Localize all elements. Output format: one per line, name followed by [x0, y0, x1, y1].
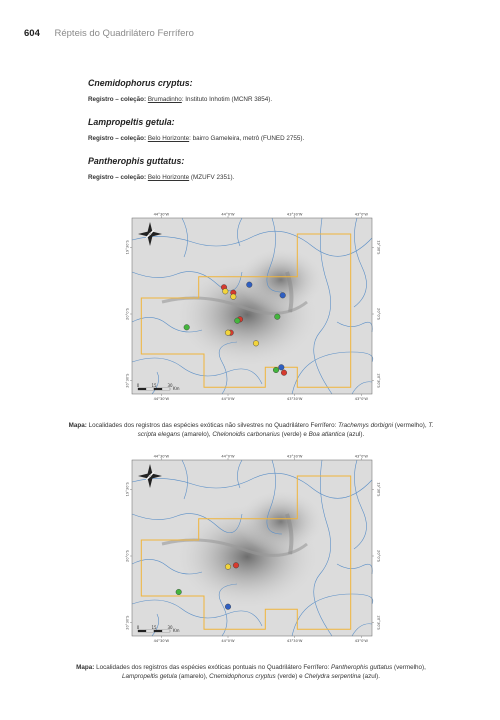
caption-color-note: (verde) e — [279, 431, 309, 439]
scale-bar-segment — [138, 630, 146, 632]
caption-color-note: (verde) e — [275, 673, 305, 681]
caption-map-1 — [62, 421, 440, 439]
caption-species: Boa atlantica — [308, 431, 345, 439]
scale-label: 15 — [151, 624, 157, 630]
lon-tick-label-bottom: 43°0'W — [354, 639, 368, 643]
caption-species: Cnemidophorus cryptus — [209, 673, 276, 681]
lon-tick-label-bottom: 44°30'W — [153, 639, 170, 643]
compass-center — [149, 233, 151, 235]
lat-tick-label-left: 20°30'S — [125, 615, 130, 630]
species-title-cnemidophorus: Cnemidophorus cryptus: — [88, 78, 193, 88]
lat-tick-label-left: 20°0'S — [125, 550, 130, 562]
scale-label: 0 — [136, 382, 140, 388]
record-detail: (MZUFV 2351). — [189, 174, 235, 181]
locality-point-blue — [225, 604, 231, 610]
scale-bar-segment — [162, 388, 170, 390]
caption-color-note: (azul). — [360, 673, 380, 681]
scale-label: Km — [173, 386, 180, 391]
lat-tick-label-left: 20°30'S — [125, 373, 130, 388]
lon-tick-label-top: 43°0'W — [354, 212, 368, 217]
record-line-lampropeltis — [88, 135, 418, 142]
map-graphic — [122, 454, 382, 644]
record-place: Brumadinho — [147, 96, 182, 103]
scale-label: 15 — [151, 382, 157, 388]
caption-species: Trachemys dorbigni — [338, 422, 393, 430]
caption-color-note: (vermelho), — [392, 422, 429, 430]
locality-point-yellow — [225, 330, 231, 336]
locality-point-blue — [279, 365, 285, 371]
records-section — [88, 78, 418, 195]
locality-point-yellow — [231, 294, 237, 300]
lon-tick-label-bottom: 43°30'W — [286, 639, 303, 643]
caption-label: Mapa: — [68, 422, 87, 430]
locality-point-blue — [247, 282, 253, 288]
locality-point-green — [176, 589, 182, 595]
lat-tick-label-right: 20°30'S — [376, 615, 381, 630]
lon-tick-label-bottom: 44°0'W — [221, 397, 235, 401]
scale-bar-segment — [146, 630, 154, 632]
lon-tick-label-top: 44°0'W — [221, 454, 235, 459]
compass-center — [149, 475, 151, 477]
caption-map-2 — [62, 663, 440, 681]
lon-tick-label-top: 44°30'W — [153, 454, 170, 459]
record-place: Belo Horizonte — [147, 174, 190, 181]
locality-point-red — [233, 563, 239, 569]
caption-text: Localidades dos registros das espécies exóticas não silvestres no Quadrilátero Ferrífero: — [86, 422, 339, 430]
locality-point-green — [184, 325, 190, 331]
record-line-cnemidophorus — [88, 96, 418, 103]
page-number: 604 — [24, 28, 40, 39]
locality-point-green — [235, 318, 241, 324]
scale-bar-segment — [138, 388, 146, 390]
locality-point-blue — [280, 293, 286, 299]
lat-tick-label-left: 19°30'S — [125, 240, 130, 255]
lon-tick-label-bottom: 43°30'W — [286, 397, 303, 401]
lat-tick-label-left: 20°0'S — [125, 308, 130, 320]
lat-tick-label-left: 19°30'S — [125, 482, 130, 497]
caption-label: Mapa: — [76, 664, 95, 672]
lon-tick-label-bottom: 44°0'W — [221, 639, 235, 643]
caption-color-note: (amarelo), — [180, 431, 213, 439]
lon-tick-label-top: 43°30'W — [286, 454, 303, 459]
caption-color-note: (vermelho), — [392, 664, 426, 672]
lon-tick-label-top: 43°30'W — [286, 212, 303, 217]
record-line-pantherophis — [88, 174, 418, 181]
lat-tick-label-right: 20°30'S — [376, 373, 381, 388]
scale-bar-segment — [162, 630, 170, 632]
scale-label: 30 — [167, 624, 173, 630]
lon-tick-label-top: 44°30'W — [153, 212, 170, 217]
caption-species: Chelydra serpentina — [304, 673, 361, 681]
locality-point-green — [275, 314, 281, 320]
lon-tick-label-top: 43°0'W — [354, 454, 368, 459]
record-place: Belo Horizonte — [147, 135, 190, 142]
lat-tick-label-right: 19°30'S — [376, 240, 381, 255]
caption-text: Localidades dos registros das espécies exóticas pontuais no Quadrilátero Ferrífero: — [94, 664, 331, 672]
caption-color-note: (azul). — [345, 431, 365, 439]
record-label: Registro – coleção: — [88, 174, 147, 181]
scale-label: 0 — [136, 624, 140, 630]
map-occasional-exotics — [122, 454, 382, 644]
scale-label: Km — [173, 628, 180, 633]
scale-bar-segment — [154, 630, 162, 632]
locality-point-red — [281, 370, 287, 376]
record-label: Registro – coleção: — [88, 96, 147, 103]
record-label: Registro – coleção: — [88, 135, 147, 142]
species-title-pantherophis: Pantherophis guttatus: — [88, 156, 185, 166]
caption-species: Lampropeltis getula — [122, 673, 177, 681]
species-title-lampropeltis: Lampropeltis getula: — [88, 117, 175, 127]
scale-label: 30 — [167, 382, 173, 388]
map-graphic — [122, 212, 382, 402]
locality-point-green — [273, 367, 279, 373]
record-detail: : bairro Gameleira, metrô (FUNED 2755). — [189, 135, 305, 142]
map-non-wild-exotics — [122, 212, 382, 402]
lon-tick-label-top: 44°0'W — [221, 212, 235, 217]
scale-bar-segment — [154, 388, 162, 390]
scale-bar-segment — [146, 388, 154, 390]
lat-tick-label-right: 19°30'S — [376, 482, 381, 497]
record-detail: : Instituto Inhotim (MCNR 3854). — [181, 96, 273, 103]
caption-species: T. scripta elegans — [137, 422, 434, 439]
lon-tick-label-bottom: 43°0'W — [354, 397, 368, 401]
caption-species: Pantherophis guttatus — [330, 664, 393, 672]
locality-point-yellow — [225, 564, 231, 570]
lat-tick-label-right: 20°0'S — [376, 550, 381, 562]
relief-shading — [132, 460, 372, 636]
lat-tick-label-right: 20°0'S — [376, 308, 381, 320]
caption-color-note: (amarelo), — [176, 673, 210, 681]
locality-point-yellow — [253, 341, 259, 347]
locality-point-yellow — [223, 289, 229, 295]
relief-shading — [132, 218, 372, 394]
caption-species: Chelonoidis carbonarius — [212, 431, 280, 439]
running-head — [24, 28, 194, 39]
lon-tick-label-bottom: 44°30'W — [153, 397, 170, 401]
book-title: Répteis do Quadrilátero Ferrífero — [54, 28, 194, 39]
